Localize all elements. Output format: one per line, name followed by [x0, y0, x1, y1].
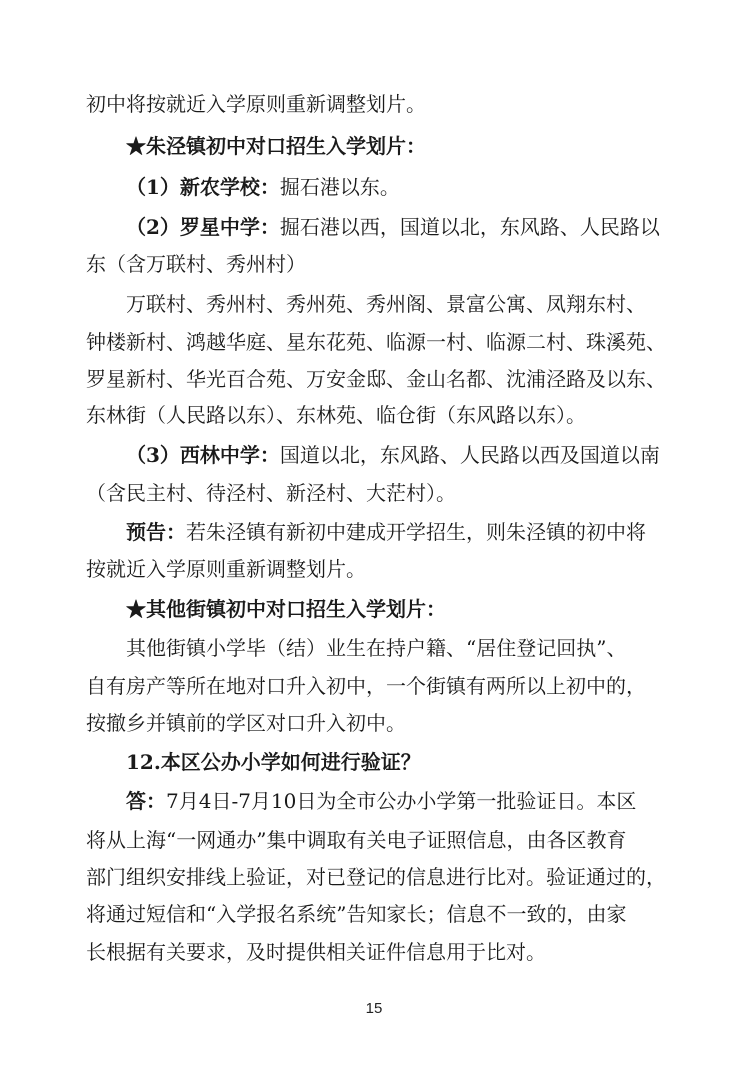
text-line: 将通过短信和“入学报名系统”告知家长；信息不一致的，由家 — [86, 902, 627, 926]
text-line: 长根据有关要求，及时提供相关证件信息用于比对。 — [86, 940, 546, 964]
text-line: 自有房产等所在地对口升入初中，一个街镇有两所以上初中的， — [86, 674, 646, 698]
text-line: 东林街（人民路以东）、东林苑、临仓街（东风路以东）。 — [86, 403, 586, 427]
answer-paragraph: 答：7月4日-7月10日为全市公办小学第一批验证日。本区 — [126, 789, 637, 813]
text-line: 将从上海“一网通办”集中调取有关电子证照信息，由各区教育 — [86, 828, 627, 852]
section-heading-other-towns: ★其他街镇初中对口招生入学划片： — [126, 597, 446, 621]
text-line: 初中将按就近入学原则重新调整划片。 — [86, 92, 426, 116]
item-label: （3）西林中学： — [126, 443, 280, 467]
text-line: 万联村、秀州村、秀州苑、秀州阁、景富公寓、凤翔东村、 — [126, 292, 646, 316]
section-heading-zhujing: ★朱泾镇初中对口招生入学划片： — [126, 134, 426, 158]
text-line: 其他街镇小学毕（结）业生在持户籍、“居住登记回执”、 — [126, 636, 627, 660]
text-line: 罗星新村、华光百合苑、万安金邸、金山名都、沈浦泾路及以东、 — [86, 367, 666, 391]
text-line: （含民主村、待泾村、新泾村、大茫村）。 — [86, 481, 456, 505]
item-xinnong-school: （1）新农学校：掘石港以东。 — [126, 175, 400, 199]
page-number: 15 — [365, 1000, 383, 1017]
answer-label: 答： — [126, 789, 166, 813]
question-heading-12: 12.本区公办小学如何进行验证？ — [126, 750, 421, 774]
notice-paragraph: 预告：若朱泾镇有新初中建成开学招生，则朱泾镇的初中将 — [126, 520, 646, 544]
text-line: 部门组织安排线上验证，对已登记的信息进行比对。验证通过的， — [86, 865, 666, 889]
text-line: 东（含万联村、秀州村） — [86, 252, 306, 276]
item-label: （1）新农学校： — [126, 175, 280, 199]
item-luoxing-school: （2）罗星中学：掘石港以西，国道以北，东风路、人民路以 — [126, 215, 660, 239]
item-label: （2）罗星中学： — [126, 215, 280, 239]
text-line: 钟楼新村、鸿越华庭、星东花苑、临源一村、临源二村、珠溪苑、 — [86, 330, 666, 354]
text-line: 按撤乡并镇前的学区对口升入初中。 — [86, 711, 406, 735]
item-xilin-school: （3）西林中学：国道以北，东风路、人民路以西及国道以南 — [126, 443, 660, 467]
text-line: 按就近入学原则重新调整划片。 — [86, 557, 366, 581]
notice-label: 预告： — [126, 520, 186, 544]
